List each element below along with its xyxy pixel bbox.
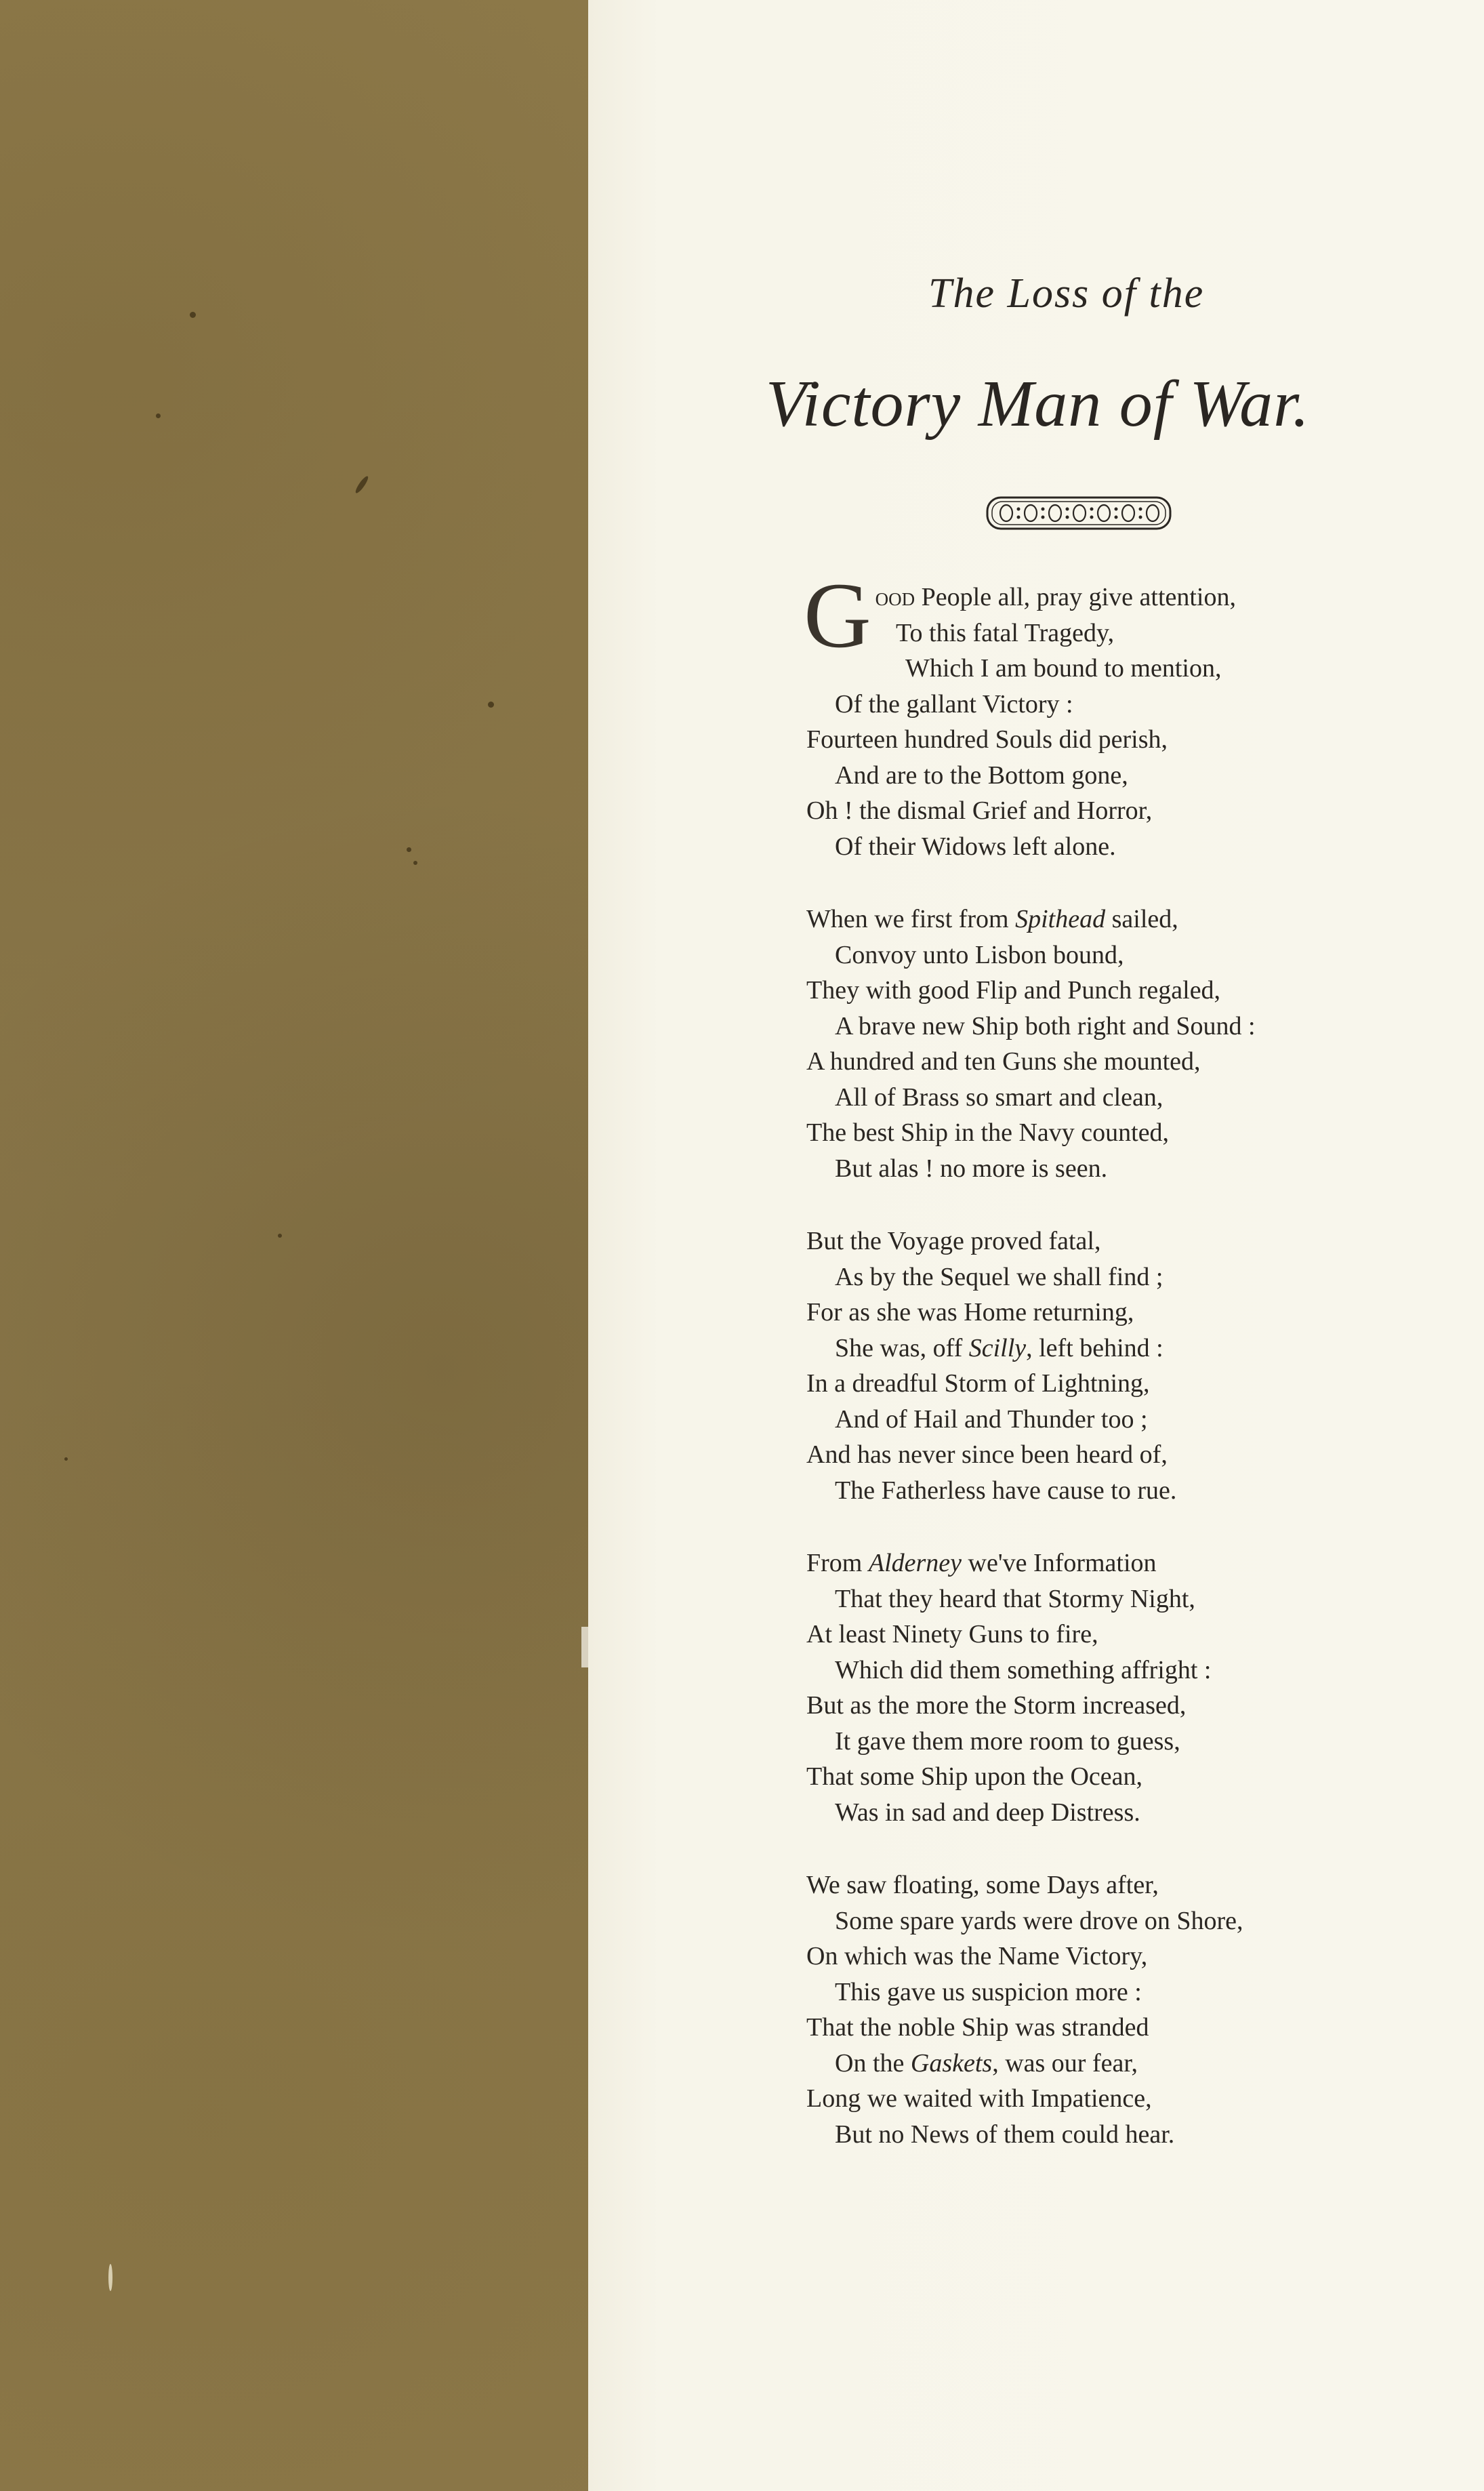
poem-line: Fourteen hundred Souls did perish,: [806, 725, 1168, 754]
line-text: we've Information: [962, 1549, 1157, 1577]
place-name: Alderney: [868, 1549, 962, 1577]
poem-line: But no News of them could hear.: [835, 2120, 1175, 2149]
board-fleck: [354, 474, 370, 494]
poem-line: Of their Widows left alone.: [835, 832, 1116, 861]
line-text: , left behind :: [1026, 1333, 1163, 1362]
title-line-2: Victory Man of War.: [766, 367, 1310, 441]
board-fleck: [108, 2264, 112, 2291]
board-fleck: [413, 861, 417, 865]
poem-line: This gave us suspicion more :: [835, 1977, 1142, 2006]
line-text: When we first from: [806, 905, 1016, 933]
poem-line: But alas ! no more is seen.: [835, 1154, 1108, 1183]
cardboard-backing: [0, 0, 588, 2491]
board-fleck: [190, 312, 196, 318]
line-text: People all, pray give attention,: [915, 583, 1236, 611]
title-line-1: The Loss of the: [928, 270, 1205, 317]
line-text: , was our fear,: [992, 2048, 1138, 2078]
stanza-1: [804, 563, 1389, 864]
line-text: From: [806, 1549, 869, 1577]
line-text: She was, off: [835, 1333, 969, 1362]
poem-line: They with good Flip and Punch regaled,: [806, 976, 1221, 1005]
poem-line: As by the Sequel we shall find ;: [835, 1262, 1163, 1291]
poem-line: Was in sad and deep Distress.: [835, 1798, 1140, 1827]
stanza-3: [806, 1223, 1389, 1508]
poem-line: And has never since been heard of,: [806, 1440, 1168, 1469]
poem-line: But the Voyage proved fatal,: [806, 1227, 1101, 1255]
board-fleck: [64, 1457, 68, 1461]
small-caps-word: ood: [875, 583, 915, 611]
poem-line: [806, 902, 1389, 937]
poem-line: That some Ship upon the Ocean,: [806, 1762, 1143, 1791]
board-fleck: [156, 413, 161, 418]
place-name: Gaskets: [910, 2048, 993, 2078]
poem-line: [806, 1545, 1389, 1581]
drop-cap: G: [804, 563, 871, 667]
poem-line: The best Ship in the Navy counted,: [806, 1118, 1170, 1147]
poem-line: [806, 580, 1389, 615]
line-text: On the: [835, 2048, 911, 2078]
poem-line: A hundred and ten Guns she mounted,: [806, 1047, 1201, 1076]
poem-line: And of Hail and Thunder too ;: [835, 1404, 1148, 1434]
poem-line: In a dreadful Storm of Lightning,: [806, 1369, 1150, 1398]
poem-line: Oh ! the dismal Grief and Horror,: [806, 796, 1153, 825]
poem-line: A brave new Ship both right and Sound :: [835, 1011, 1256, 1040]
stanza-2: [806, 902, 1389, 1186]
stanza-5: [806, 1867, 1389, 2152]
stanza-4: [806, 1545, 1389, 1830]
place-name: Scilly: [968, 1333, 1027, 1362]
board-fleck: [407, 847, 411, 852]
poem-line: For as she was Home returning,: [806, 1298, 1134, 1326]
board-fleck: [278, 1234, 282, 1238]
poem-line: Some spare yards were drove on Shore,: [835, 1906, 1243, 1935]
poem-line: The Fatherless have cause to rue.: [835, 1476, 1177, 1505]
board-fleck: [488, 702, 494, 708]
poem-line: Of the gallant Victory :: [835, 689, 1073, 718]
poem-line: All of Brass so smart and clean,: [835, 1082, 1163, 1112]
poem-line: We saw floating, some Days after,: [806, 1871, 1159, 1899]
ornamental-rule-icon: [986, 495, 1172, 531]
poem-line: It gave them more room to guess,: [835, 1726, 1180, 1756]
poem-line: [806, 2046, 1389, 2082]
poem-line: And are to the Bottom gone,: [835, 761, 1128, 790]
poem-line: Convoy unto Lisbon bound,: [835, 940, 1124, 969]
poem-line: To this fatal Tragedy,: [896, 618, 1115, 647]
poem-line: Which I am bound to mention,: [905, 654, 1222, 683]
line-text: sailed,: [1105, 905, 1178, 933]
place-name: Spithead: [1015, 905, 1106, 933]
poem-line: Long we waited with Impatience,: [806, 2084, 1152, 2113]
poem-line: [806, 1331, 1389, 1366]
poem-line: On which was the Name Victory,: [806, 1942, 1148, 1970]
poem-line: At least Ninety Guns to fire,: [806, 1620, 1098, 1648]
poem-line: That the noble Ship was stranded: [806, 2013, 1149, 2042]
poem-line: Which did them something affright :: [835, 1655, 1212, 1684]
poem-line: But as the more the Storm increased,: [806, 1691, 1187, 1720]
poem-line: That they heard that Stormy Night,: [835, 1584, 1195, 1613]
poem: [804, 563, 1389, 2189]
